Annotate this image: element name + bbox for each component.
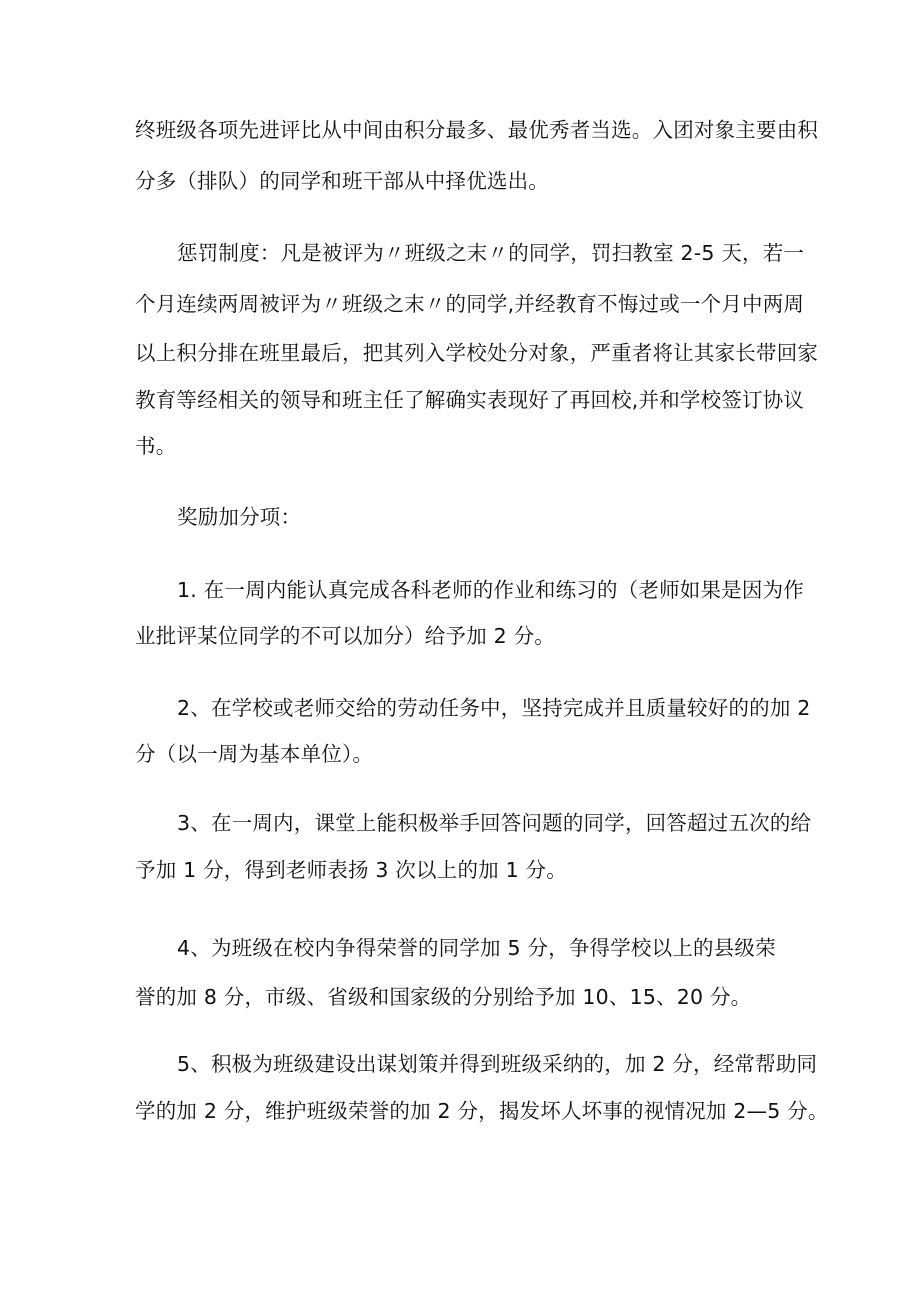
- paragraph-selection-rule-line-2: 分多（排队）的同学和班干部从中择优选出。: [135, 169, 549, 193]
- paragraph-penalty-system-line-4: 教育等经相关的领导和班主任了解确实表现好了再回校,并和学校签订协议: [135, 388, 805, 412]
- reward-item-2-line-2: 分（以一周为基本单位）。: [135, 742, 374, 766]
- reward-item-1-line-2: 业批评某位同学的不可以加分）给予加 2 分。: [135, 624, 555, 648]
- reward-item-2-line-1: 2、在学校或老师交给的劳动任务中，坚持完成并且质量较好的的加 2: [177, 696, 811, 720]
- reward-item-4-line-1: 4、为班级在校内争得荣誉的同学加 5 分，争得学校以上的县级荣: [177, 936, 776, 960]
- paragraph-selection-rule-line-1: 终班级各项先进评比从中间由积分最多、最优秀者当选。入团对象主要由积: [135, 118, 819, 142]
- reward-item-5-line-2: 学的加 2 分，维护班级荣誉的加 2 分，揭发坏人坏事的视情况加 2—5 分。: [135, 1099, 829, 1123]
- paragraph-penalty-system-line-5: 书。: [135, 434, 177, 458]
- reward-heading: 奖励加分项：: [177, 505, 302, 529]
- reward-item-5-line-1: 5、积极为班级建设出谋划策并得到班级采纳的，加 2 分，经常帮助同: [177, 1052, 818, 1076]
- reward-item-1-line-1: 1. 在一周内能认真完成各科老师的作业和练习的（老师如果是因为作: [177, 578, 804, 602]
- reward-item-4-line-2: 誉的加 8 分，市级、省级和国家级的分别给予加 10、15、20 分。: [135, 985, 752, 1009]
- reward-item-3-line-2: 予加 1 分，得到老师表扬 3 次以上的加 1 分。: [135, 858, 567, 882]
- paragraph-penalty-system-line-3: 以上积分排在班里最后，把其列入学校处分对象，严重者将让其家长带回家: [135, 341, 819, 365]
- reward-item-3-line-1: 3、在一周内，课堂上能积极举手回答问题的同学，回答超过五次的给: [177, 811, 812, 835]
- paragraph-penalty-system-line-1: 惩罚制度：凡是被评为〃班级之末〃的同学，罚扫教室 2-5 天，若一: [177, 241, 805, 265]
- paragraph-penalty-system-line-2: 个月连续两周被评为〃班级之末〃的同学,并经教育不悔过或一个月中两周: [135, 292, 805, 316]
